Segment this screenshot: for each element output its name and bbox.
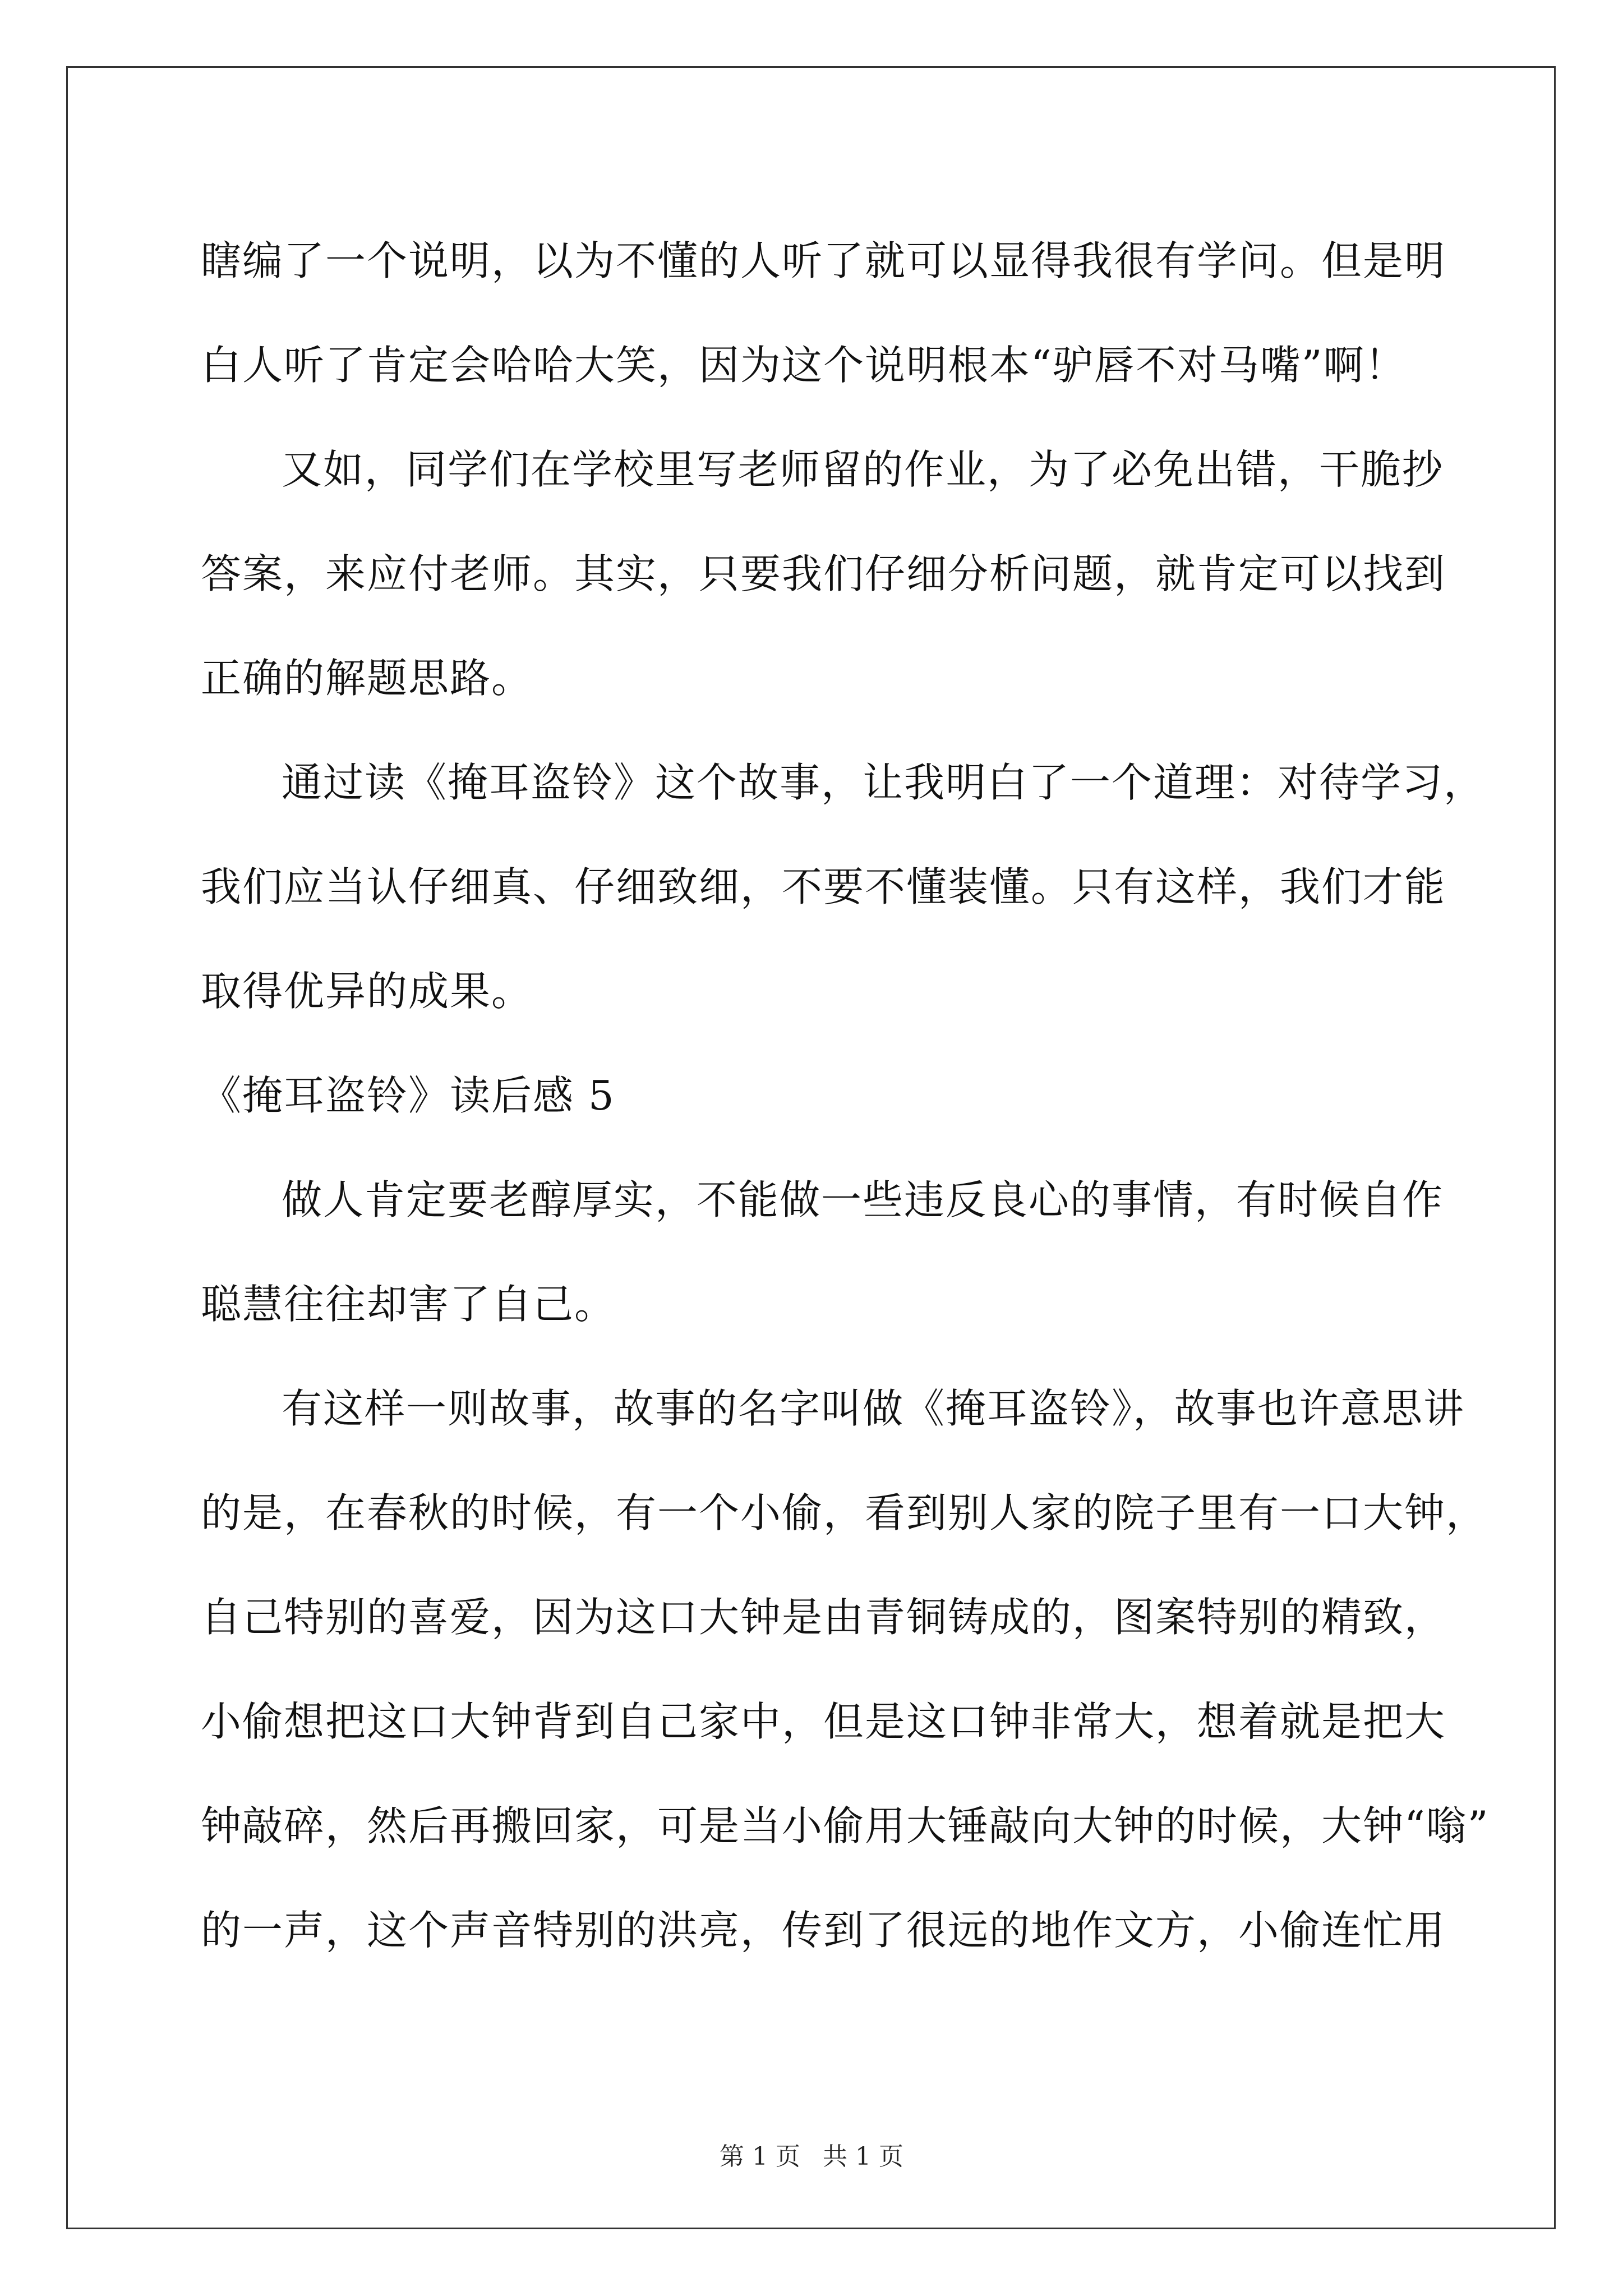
text-line-1: 瞎编了一个说明，以为不懂的人听了就可以显得我很有学问。但是明	[201, 237, 1446, 284]
text-line-16: 钟敲碎，然后再搬回家，可是当小偷用大锤敲向大钟的时候，大钟“嗡”	[201, 1802, 1490, 1849]
text-line-15: 小偷想把这口大钟背到自己家中，但是这口钟非常大，想着就是把大	[201, 1698, 1446, 1745]
page-number: 第 1 页	[720, 2142, 800, 2171]
text-line-13: 的是，在春秋的时候，有一个小偷，看到别人家的院子里有一口大钟，	[201, 1489, 1488, 1536]
text-line-10: 做人肯定要老醇厚实，不能做一些违反良心的事情，有时候自作	[282, 1176, 1444, 1223]
text-line-5: 正确的解题思路。	[201, 655, 533, 702]
text-line-6: 通过读《掩耳盗铃》这个故事，让我明白了一个道理：对待学习，	[282, 759, 1486, 806]
text-line-7: 我们应当认仔细真、仔细致细，不要不懂装懂。只有这样，我们才能	[201, 863, 1446, 910]
text-line-14: 自己特别的喜爱，因为这口大钟是由青铜铸成的，图案特别的精致，	[201, 1594, 1446, 1641]
text-line-2: 白人听了肯定会哈哈大笑，因为这个说明根本“驴唇不对马嘴”啊！	[201, 342, 1407, 389]
text-line-8: 取得优异的成果。	[201, 968, 533, 1015]
text-line-4: 答案，来应付老师。其实，只要我们仔细分析问题，就肯定可以找到	[201, 550, 1446, 597]
text-line-11: 聪慧往往却害了自己。	[201, 1281, 616, 1328]
text-line-12: 有这样一则故事，故事的名字叫做《掩耳盗铃》，故事也许意思讲	[282, 1385, 1465, 1432]
page-footer	[0, 2140, 1623, 2174]
page-total: 共 1 页	[823, 2142, 903, 2171]
document-body	[201, 209, 1490, 1982]
text-line-3: 又如，同学们在学校里写老师留的作业，为了必免出错，干脆抄	[282, 446, 1444, 493]
text-line-17: 的一声，这个声音特别的洪亮，传到了很远的地作文方，小偷连忙用	[201, 1907, 1446, 1954]
section-heading: 《掩耳盗铃》读后感 5	[201, 1072, 615, 1119]
